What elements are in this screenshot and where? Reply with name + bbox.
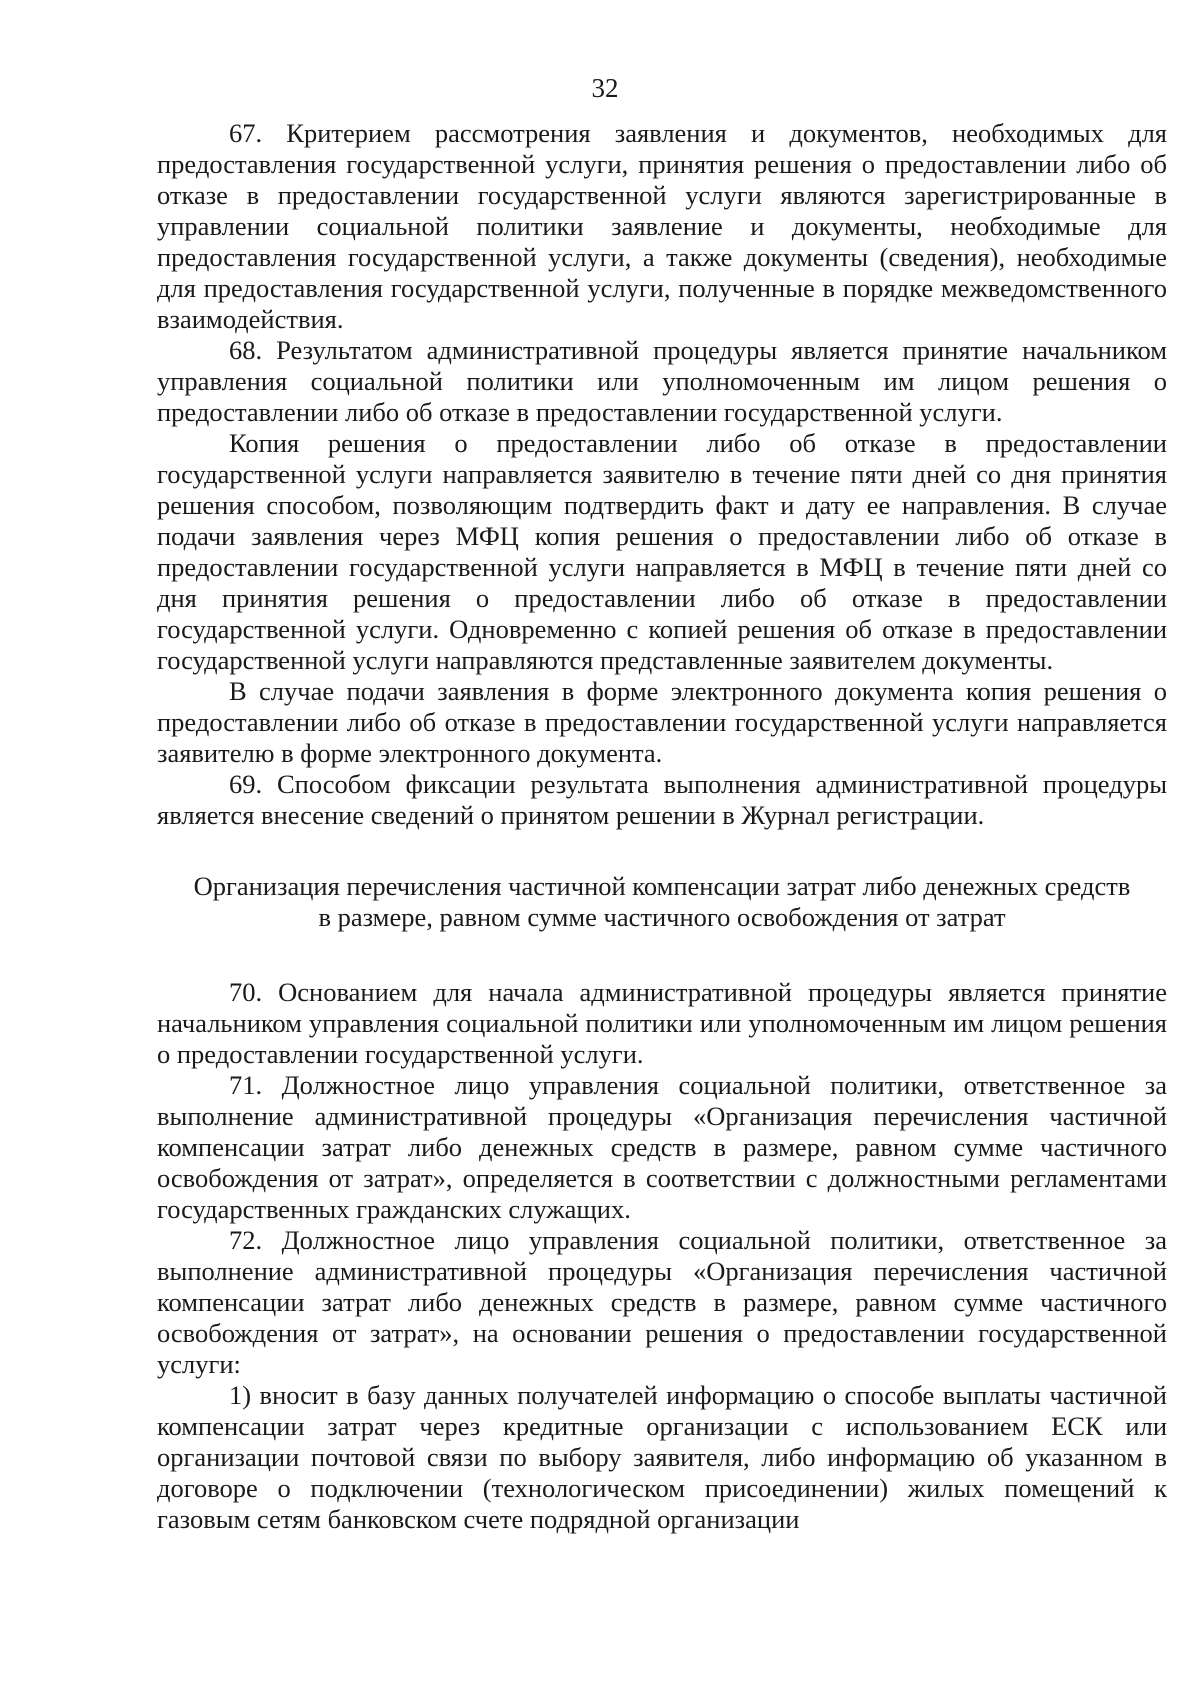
paragraph-71: 71. Должностное лицо управления социальной политики, ответственное за выполнение административной процедуры «Организация перечисления частичной компенсации затрат либо денежных средств в размере, равном сумме частичного освобождения от затрат», определяется в соответствии с должностными регламентами государственных гражданских служащих. [157,1070,1167,1224]
paragraph-decision-copy: Копия решения о предоставлении либо об отказе в предоставлении государственной услуги направляется заявителю в течение пяти дней со дня принятия решения способом, позволяющим подтвердить факт и дату ее направления. В случае подачи заявления через МФЦ копия решения о предоставлении либо об отказе в предоставлении государственной услуги направляется в МФЦ в течение пяти дней со дня принятия решения о предоставлении либо об отказе в предоставлении государственной услуги. Одновременно с копией решения об отказе в предоставлении государственной услуги направляются представленные заявителем документы. [157,428,1167,675]
paragraph-67: 67. Критерием рассмотрения заявления и документов, необходимых для предоставления государственной услуги, принятия решения о предоставлении либо об отказе в предоставлении государственной услуги являются зарегистрированные в управлении социальной политики заявление и документы, необходимые для предоставления государственной услуги, а также документы (сведения), необходимые для предоставления государственной услуги, полученные в порядке межведомственного взаимодействия. [157,118,1167,334]
paragraph-69: 69. Способом фиксации результата выполнения административной процедуры является внесение сведений о принятом решении в Журнал регистрации. [157,769,1167,830]
paragraph-70: 70. Основанием для начала административной процедуры является принятие начальником управления социальной политики или уполномоченным им лицом решения о предоставлении государственной услуги. [157,977,1167,1069]
document-body [157,118,1167,1535]
paragraph-electronic-document: В случае подачи заявления в форме электронного документа копия решения о предоставлении либо об отказе в предоставлении государственной услуги направляется заявителю в форме электронного документа. [157,676,1167,768]
paragraph-68: 68. Результатом административной процедуры является принятие начальником управления социальной политики или уполномоченным им лицом решения о предоставлении либо об отказе в предоставлении государственной услуги. [157,335,1167,427]
paragraph-72: 72. Должностное лицо управления социальной политики, ответственное за выполнение административной процедуры «Организация перечисления частичной компенсации затрат либо денежных средств в размере, равном сумме частичного освобождения от затрат», на основании решения о предоставлении государственной услуги: [157,1225,1167,1379]
page-number: 32 [591,73,619,103]
paragraph-72-item-1: 1) вносит в базу данных получателей информацию о способе выплаты частичной компенсации затрат через кредитные организации с использованием ЕСК или организации почтовой связи по выбору заявителя, либо информацию об указанном в договоре о подключении (технологическом присоединении) жилых помещений к газовым сетям банковском счете подрядной организации [157,1380,1167,1534]
section-heading [157,871,1167,933]
section-heading-line-2: в размере, равном сумме частичного освобождения от затрат [318,902,1006,932]
section-heading-line-1: Организация перечисления частичной компенсации затрат либо денежных средств [193,871,1131,901]
